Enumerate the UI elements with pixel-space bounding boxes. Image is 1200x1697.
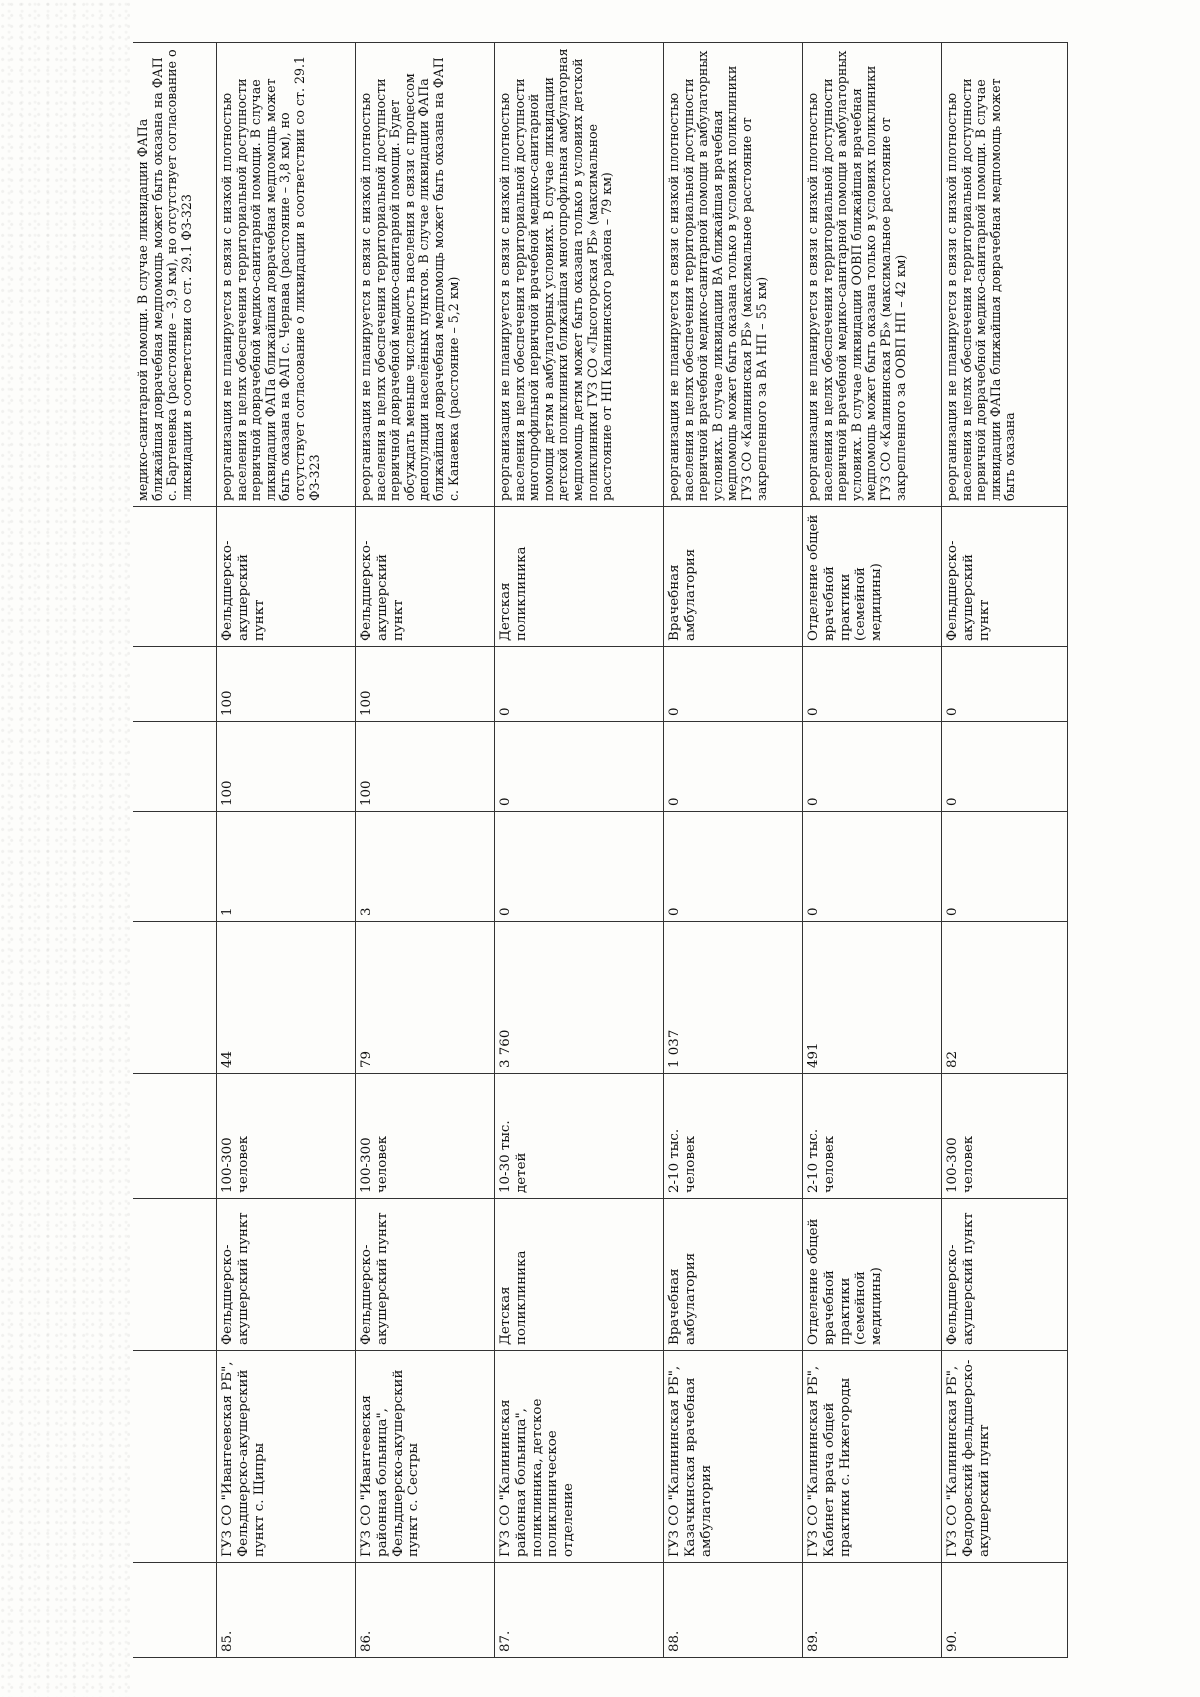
value-cell: 0 [664, 647, 803, 722]
population-count: 79 [356, 922, 495, 1074]
row-number: 90. [942, 1563, 1068, 1658]
value-cell: 0 [942, 722, 1068, 812]
value-cell: 0 [803, 647, 942, 722]
value-cell: 0 [803, 722, 942, 812]
organization-name: ГУЗ СО "Калининская РБ", Кабинет врача общей практики с. Нижегороды [803, 1351, 942, 1563]
table-cell [133, 647, 217, 722]
target-facility-type: Фельдшерско-акушерский пункт [942, 507, 1068, 647]
population-range: 100-300 человек [217, 1074, 356, 1199]
rotated-document-page [133, 48, 1163, 1658]
value-cell: 0 [664, 722, 803, 812]
value-cell: 100 [217, 722, 356, 812]
reorganization-comment: реорганизация не планируется в связи с низкой плотностью населения в целях обеспечения территориальной доступности первичной доврачебной медико-санитарной помощи. Будет обсуждать меньше численность населения в связи с процессом депопуляции населённых пунктов. В случае ликвидации ФАПа ближайшая доврачебная медпомощь может быть оказана на ФАП с. Канаевка (расстояние – 5,2 км) [356, 43, 495, 507]
table-row [356, 43, 495, 1658]
value-cell: 3 [356, 812, 495, 922]
value-cell: 0 [495, 647, 664, 722]
reorganization-comment: реорганизация не планируется в связи с низкой плотностью населения в целях обеспечения территориальной доступности первичной доврачебной медико-санитарной помощи. В случае ликвидации ФАПа ближайшая доврачебная медпомощь может быть оказана [942, 43, 1068, 507]
facility-type: Фельдшерско-акушерский пункт [217, 1199, 356, 1351]
population-count: 44 [217, 922, 356, 1074]
value-cell: 0 [664, 812, 803, 922]
table-cell [133, 722, 217, 812]
population-range: 100-300 человек [942, 1074, 1068, 1199]
target-facility-type: Детская поликлиника [495, 507, 664, 647]
target-facility-type: Врачебная амбулатория [664, 507, 803, 647]
population-range: 100-300 человек [356, 1074, 495, 1199]
facility-type: Отделение общей врачебной практики (семейной медицины) [803, 1199, 942, 1351]
table-cell [133, 1563, 217, 1658]
facilities-table [133, 42, 1068, 1658]
facility-type: Врачебная амбулатория [664, 1199, 803, 1351]
organization-name: ГУЗ СО "Калининская районная больница", поликлиника, детское поликлиническое отделение [495, 1351, 664, 1563]
table-cell [133, 812, 217, 922]
table-cell [133, 1199, 217, 1351]
table-cell [133, 1074, 217, 1199]
value-cell: 1 [217, 812, 356, 922]
table-row [664, 43, 803, 1658]
value-cell: 0 [803, 812, 942, 922]
population-count: 491 [803, 922, 942, 1074]
organization-name: ГУЗ СО "Ивантеевская районная больница", Фельдшерско-акушерский пункт с. Сестры [356, 1351, 495, 1563]
value-cell: 0 [495, 722, 664, 812]
value-cell: 0 [495, 812, 664, 922]
table-row-continued [133, 43, 217, 1658]
target-facility-type: Фельдшерско-акушерский пункт [356, 507, 495, 647]
organization-name: ГУЗ СО "Калининская РБ", Федоровский фельдшерско-акушерский пункт [942, 1351, 1068, 1563]
target-facility-type: Отделение общей врачебной практики (семейной медицины) [803, 507, 942, 647]
facility-type: Фельдшерско-акушерский пункт [942, 1199, 1068, 1351]
value-cell: 100 [356, 647, 495, 722]
row-number: 85. [217, 1563, 356, 1658]
table-cell [133, 922, 217, 1074]
population-count: 1 037 [664, 922, 803, 1074]
continued-comment: медико-санитарной помощи. В случае ликвидации ФАПа ближайшая доврачебная медпомощь может быть оказана на ФАП с. Бартеневка (расстояние – 3,9 км), но отсутствует согласование о ликвидации в соответствии со ст. 29.1 ФЗ-323 [133, 43, 217, 507]
population-range: 10-30 тыс. детей [495, 1074, 664, 1199]
organization-name: ГУЗ СО "Калининская РБ", Казачкинская врачебная амбулатория [664, 1351, 803, 1563]
reorganization-comment: реорганизация не планируется в связи с низкой плотностью населения в целях обеспечения территориальной доступности первичной врачебной медико-санитарной помощи в амбулаторных условиях. В случае ликвидации ООВП ближайшая врачебная медпомощь может быть оказана только в условиях поликлиники ГУЗ СО «Калининская РБ» (максимальное расстояние от закрепленного за ООВП НП – 42 км) [803, 43, 942, 507]
organization-name: ГУЗ СО "Ивантеевская РБ", Фельдшерско-акушерский пункт с. Щипры [217, 1351, 356, 1563]
row-number: 87. [495, 1563, 664, 1658]
reorganization-comment: реорганизация не планируется в связи с низкой плотностью населения в целях обеспечения территориальной доступности первичной доврачебной медико-санитарной помощи. В случае ликвидации ФАПа ближайшая доврачебная медпомощь может быть оказана на ФАП с. Чернава (расстояние – 3,8 км), но отсутствует согласование о ликвидации в соответствии со ст. 29.1 ФЗ-323 [217, 43, 356, 507]
facility-type: Фельдшерско-акушерский пункт [356, 1199, 495, 1351]
row-number: 89. [803, 1563, 942, 1658]
row-number: 86. [356, 1563, 495, 1658]
table-cell [133, 507, 217, 647]
table-row [217, 43, 356, 1658]
table-row [803, 43, 942, 1658]
target-facility-type: Фельдшерско-акушерский пункт [217, 507, 356, 647]
reorganization-comment: реорганизация не планируется в связи с низкой плотностью населения в целях обеспечения территориальной доступности многопрофильной первичной врачебной медико-санитарной помощи детям в амбулаторных условиях. В случае ликвидации детской поликлиники ближайшая многопрофильная амбулаторная медпомощь детям может быть оказана только в условиях детской поликлиники ГУЗ СО «Лысогорская РБ» (максимальное расстояние от НП Калининского района – 79 км) [495, 43, 664, 507]
table-cell [133, 1351, 217, 1563]
population-range: 2-10 тыс. человек [664, 1074, 803, 1199]
population-count: 3 760 [495, 922, 664, 1074]
value-cell: 0 [942, 647, 1068, 722]
row-number: 88. [664, 1563, 803, 1658]
value-cell: 100 [217, 647, 356, 722]
population-range: 2-10 тыс. человек [803, 1074, 942, 1199]
value-cell: 0 [942, 812, 1068, 922]
table-row [942, 43, 1068, 1658]
reorganization-comment: реорганизация не планируется в связи с низкой плотностью населения в целях обеспечения территориальной доступности первичной врачебной медико-санитарной помощи в амбулаторных условиях. В случае ликвидации ВА ближайшая врачебная медпомощь может быть оказана только в условиях поликлиники ГУЗ СО «Калининская РБ» (максимальное расстояние от закрепленного за ВА НП – 55 км) [664, 43, 803, 507]
population-count: 82 [942, 922, 1068, 1074]
value-cell: 100 [356, 722, 495, 812]
table-row [495, 43, 664, 1658]
scan-margin-noise [0, 0, 130, 1697]
facility-type: Детская поликлиника [495, 1199, 664, 1351]
